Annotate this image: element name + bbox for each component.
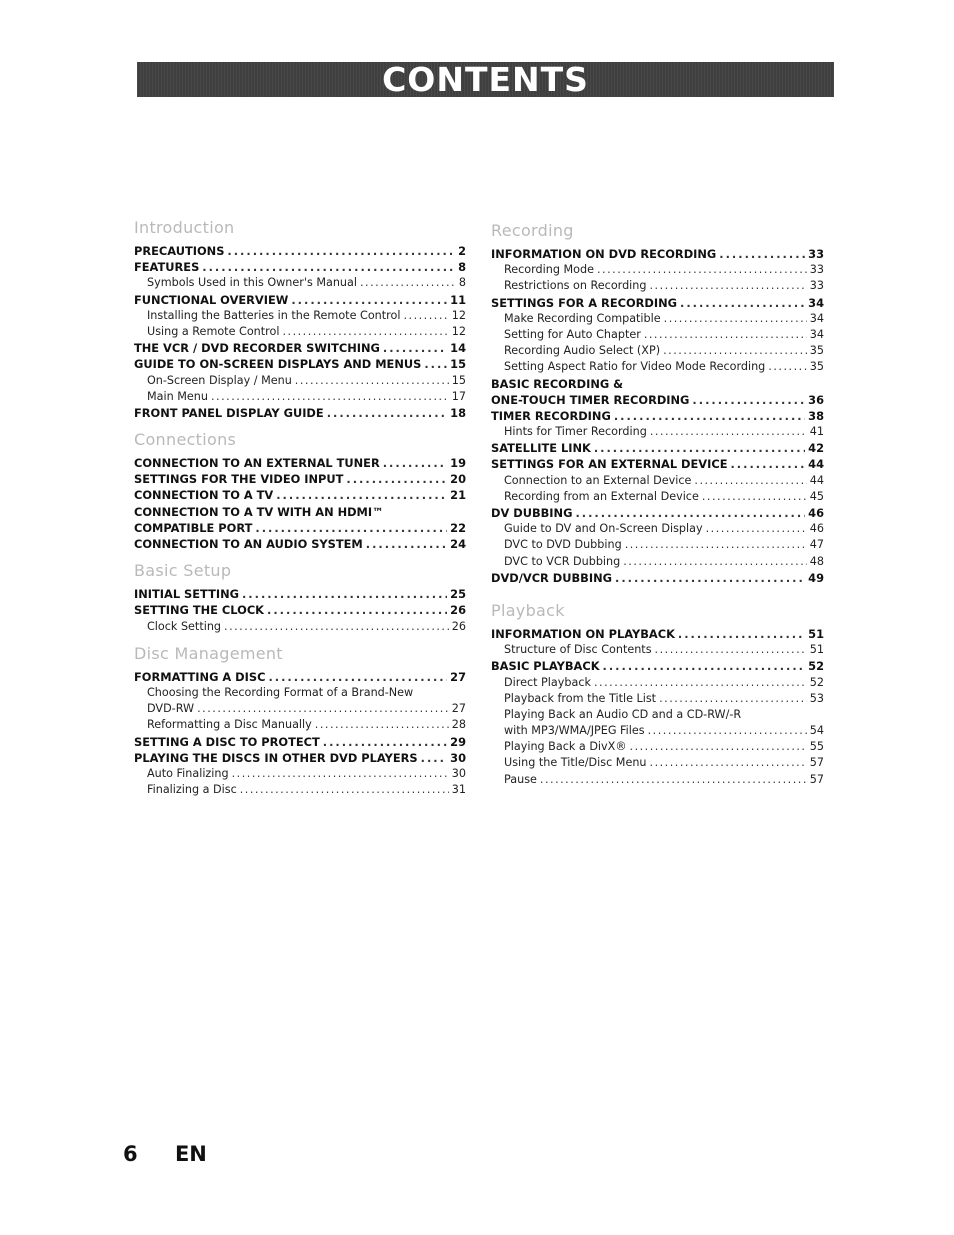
section-title-connections: Connections [134, 430, 237, 450]
toc-entry-label: DVC to VCR Dubbing [504, 554, 621, 568]
toc-entry-label: CONNECTION TO AN EXTERNAL TUNER [134, 456, 380, 471]
toc-entry-page: 52 [808, 659, 824, 674]
toc-entry-page: 30 [451, 766, 466, 780]
dot-leader [603, 658, 806, 674]
dot-leader [648, 723, 807, 739]
toc-entry [491, 456, 824, 472]
toc-entry [491, 440, 824, 456]
toc-entry-page: 44 [808, 457, 824, 472]
toc-list-recording [491, 246, 824, 586]
section-title-introduction: Introduction [134, 218, 235, 237]
toc-entry-label: On-Screen Display / Menu [147, 373, 292, 387]
toc-entry [134, 243, 466, 259]
toc-entry-label: CONNECTION TO A TV [134, 488, 274, 503]
toc-entry-label: Restrictions on Recording [504, 279, 647, 293]
toc-entry-page: 46 [809, 522, 824, 536]
toc-entry [134, 259, 466, 275]
dot-leader [630, 739, 807, 755]
toc-entry-label: Choosing the Recording Format of a Brand-New [147, 685, 414, 699]
toc-entry-page: 2 [458, 244, 466, 258]
toc-subentry [491, 707, 824, 723]
dot-leader [346, 471, 447, 487]
toc-entry-page: 27 [450, 669, 466, 684]
toc-subentry [491, 772, 824, 788]
toc-entry-label: INFORMATION ON DVD RECORDING [491, 247, 717, 261]
toc-entry-label: TIMER RECORDING [491, 408, 611, 423]
toc-subentry [491, 675, 824, 691]
toc-subentry [491, 723, 824, 739]
toc-entry-page: 17 [451, 389, 466, 403]
toc-subentry [134, 275, 466, 291]
toc-subentry [491, 359, 824, 375]
dot-leader [614, 408, 805, 424]
dot-leader [276, 487, 447, 503]
toc-entry-page: 33 [809, 263, 824, 277]
toc-entry-label: DVC to DVD Dubbing [504, 538, 622, 552]
toc-entry-page: 15 [450, 357, 466, 372]
toc-subentry [491, 424, 824, 440]
toc-entry-label: SETTINGS FOR THE VIDEO INPUT [134, 472, 344, 487]
toc-entry-page: 15 [451, 373, 466, 387]
toc-subentry [134, 701, 466, 717]
toc-entry-page: 19 [450, 456, 466, 471]
toc-entry [134, 340, 466, 356]
toc-entry-label: Clock Setting [147, 619, 222, 633]
toc-entry [134, 471, 466, 487]
toc-entry-label: Using the Title/Disc Menu [504, 756, 647, 770]
toc-list-playback [491, 626, 824, 788]
toc-subentry [491, 311, 824, 327]
dot-leader [540, 772, 807, 788]
toc-entry-page: 41 [809, 425, 824, 439]
dot-leader [267, 602, 447, 618]
toc-entry [134, 536, 466, 552]
dot-leader [242, 586, 447, 602]
dot-leader [706, 521, 807, 537]
dot-leader [623, 554, 807, 570]
dot-leader [594, 675, 807, 691]
toc-list-introduction [134, 243, 466, 421]
dot-leader [663, 343, 807, 359]
toc-subentry [134, 619, 466, 635]
toc-entry-label: CONNECTION TO A TV WITH AN HDMI™ [134, 504, 384, 519]
dot-leader [421, 750, 448, 766]
toc-entry-label: Setting Aspect Ratio for Video Mode Recording [504, 360, 766, 374]
toc-entry-page: 29 [450, 734, 466, 749]
toc-entry [134, 356, 466, 372]
toc-entry-page: 24 [450, 537, 466, 551]
dot-leader [323, 734, 447, 750]
toc-entry [134, 455, 466, 471]
toc-entry-label: Reformatting a Disc Manually [147, 718, 312, 732]
toc-entry-page: 28 [451, 718, 466, 732]
toc-entry-label: SETTINGS FOR A RECORDING [491, 295, 677, 310]
toc-entry-page: 8 [458, 276, 466, 290]
dot-leader [650, 755, 807, 771]
dot-leader [327, 405, 447, 421]
dot-leader [655, 642, 807, 658]
toc-entry-label: Setting for Auto Chapter [504, 327, 641, 341]
toc-entry-page: 33 [808, 247, 824, 261]
toc-entry-page: 57 [809, 772, 824, 786]
toc-entry-page: 51 [809, 643, 824, 657]
toc-entry-page: 42 [808, 441, 824, 456]
dot-leader [360, 275, 456, 291]
dot-leader [224, 619, 449, 635]
toc-entry-label: FORMATTING A DISC [134, 669, 266, 684]
toc-entry [491, 295, 824, 311]
toc-entry-page: 26 [451, 619, 466, 633]
dot-leader [664, 311, 807, 327]
toc-right-column [491, 220, 824, 788]
toc-entry-page: 12 [451, 308, 466, 322]
toc-entry-label: FUNCTIONAL OVERVIEW [134, 292, 289, 307]
toc-entry-label: PRECAUTIONS [134, 244, 225, 258]
toc-subentry [134, 766, 466, 782]
toc-entry-page: 34 [808, 295, 824, 310]
dot-leader [625, 537, 807, 553]
section-title-playback: Playback [491, 600, 565, 620]
dot-leader [678, 626, 805, 642]
toc-entry-label: THE VCR / DVD RECORDER SWITCHING [134, 341, 380, 356]
toc-entry-page: 33 [809, 279, 824, 293]
toc-entry-page: 38 [808, 408, 824, 423]
contents-banner [137, 62, 834, 97]
toc-subentry [134, 389, 466, 405]
toc-entry-page: 35 [809, 360, 824, 374]
toc-entry-page: 57 [809, 756, 824, 770]
toc-entry [134, 405, 466, 421]
toc-entry-page: 54 [809, 724, 824, 738]
toc-entry-label: DVD-RW [147, 702, 195, 716]
toc-entry-label: Hints for Timer Recording [504, 425, 647, 439]
toc-list-connections [134, 455, 466, 552]
toc-entry-label: Pause [504, 772, 537, 786]
toc-entry [134, 586, 466, 602]
dot-leader [650, 278, 807, 294]
language-code: EN [174, 1142, 207, 1166]
toc-entry-page: 12 [451, 324, 466, 338]
dot-leader [730, 456, 805, 472]
toc-entry-label: FEATURES [134, 260, 200, 275]
toc-entry-label: Connection to an External Device [504, 473, 692, 487]
toc-subentry [134, 782, 466, 798]
toc-entry-page: 8 [458, 260, 466, 275]
dot-leader [424, 356, 447, 372]
dot-leader [197, 701, 449, 717]
toc-subentry [134, 324, 466, 340]
toc-entry-label: COMPATIBLE PORT [134, 520, 253, 535]
toc-entry-label: Direct Playback [504, 675, 591, 689]
toc-entry-label: Recording from an External Device [504, 489, 699, 503]
toc-entry-label: SATELLITE LINK [491, 441, 591, 456]
toc-entry [491, 376, 824, 392]
toc-entry-page: 51 [808, 626, 824, 641]
dot-leader [615, 570, 805, 586]
toc-entry-label: DVD/VCR DUBBING [491, 570, 612, 585]
dot-leader [383, 455, 447, 471]
toc-entry-page: 45 [809, 489, 824, 503]
toc-subentry [134, 308, 466, 324]
toc-entry-page: 53 [809, 691, 824, 705]
toc-subentry [134, 685, 466, 701]
toc-subentry [491, 691, 824, 707]
dot-leader [659, 691, 807, 707]
toc-entry-label: Make Recording Compatible [504, 311, 661, 325]
toc-entry-label: Guide to DV and On-Screen Display [504, 522, 703, 536]
toc-list-disc-management [134, 669, 466, 799]
toc-entry [134, 750, 466, 766]
dot-leader [366, 536, 447, 552]
dot-leader [211, 389, 449, 405]
section-title-recording: Recording [491, 221, 574, 240]
toc-entry-page: 30 [450, 750, 466, 765]
dot-leader [232, 766, 449, 782]
toc-entry-label: with MP3/WMA/JPEG Files [504, 724, 645, 738]
page-footer [123, 1142, 207, 1166]
toc-subentry [491, 739, 824, 755]
toc-subentry [491, 343, 824, 359]
toc-entry-page: 21 [450, 488, 466, 503]
toc-entry [134, 602, 466, 618]
dot-leader [315, 717, 449, 733]
toc-entry-page: 55 [809, 740, 824, 754]
toc-entry-label: FRONT PANEL DISPLAY GUIDE [134, 405, 324, 420]
toc-entry-page: 47 [809, 538, 824, 552]
dot-leader [692, 392, 805, 408]
toc-subentry [491, 489, 824, 505]
toc-entry-page: 34 [809, 327, 824, 341]
toc-entry [491, 505, 824, 521]
toc-entry-page: 20 [450, 472, 466, 487]
toc-entry-label: DV DUBBING [491, 506, 573, 520]
toc-subentry [491, 642, 824, 658]
toc-entry-page: 11 [450, 292, 466, 307]
toc-entry-label: Auto Finalizing [147, 766, 229, 780]
toc-entry-label: INFORMATION ON PLAYBACK [491, 626, 675, 641]
dot-leader [768, 359, 806, 375]
dot-leader [680, 295, 805, 311]
toc-entry-label: Installing the Batteries in the Remote Control [147, 308, 401, 322]
toc-subentry [491, 554, 824, 570]
toc-subentry [491, 262, 824, 278]
toc-entry-label: CONNECTION TO AN AUDIO SYSTEM [134, 537, 363, 551]
toc-entry-label: GUIDE TO ON-SCREEN DISPLAYS AND MENUS [134, 357, 422, 372]
toc-entry [491, 246, 824, 262]
toc-entry-page: 36 [808, 392, 824, 407]
toc-entry-label: SETTING A DISC TO PROTECT [134, 734, 320, 749]
dot-leader [295, 373, 449, 389]
toc-entry-page: 44 [809, 473, 824, 487]
toc-entry-page: 49 [808, 570, 824, 585]
toc-entry [134, 487, 466, 503]
toc-subentry [491, 473, 824, 489]
toc-entry [134, 734, 466, 750]
toc-entry-label: SETTING THE CLOCK [134, 603, 265, 618]
toc-entry [134, 520, 466, 536]
dot-leader [227, 243, 455, 259]
dot-leader [594, 440, 805, 456]
dot-leader [597, 262, 807, 278]
toc-subentry [491, 521, 824, 537]
section-title-basic-setup: Basic Setup [134, 561, 232, 581]
toc-subentry [491, 327, 824, 343]
dot-leader [719, 246, 805, 262]
toc-entry-label: Structure of Disc Contents [504, 643, 652, 657]
toc-entry-page: 14 [450, 341, 466, 356]
dot-leader [650, 424, 807, 440]
toc-entry-label: BASIC RECORDING & [491, 376, 624, 391]
toc-entry-page: 35 [809, 344, 824, 358]
toc-entry [491, 392, 824, 408]
toc-entry-label: SETTINGS FOR AN EXTERNAL DEVICE [491, 457, 728, 472]
toc-entry-label: Playing Back a DivX® [504, 740, 627, 754]
dot-leader [282, 324, 448, 340]
page-title: CONTENTS [382, 60, 589, 99]
toc-entry [491, 658, 824, 674]
dot-leader [291, 292, 447, 308]
dot-leader [255, 520, 447, 536]
toc-entry [134, 504, 466, 520]
toc-entry-label: Playing Back an Audio CD and a CD-RW/-R [504, 707, 742, 721]
toc-entry-label: Main Menu [147, 389, 208, 403]
toc-entry [491, 408, 824, 424]
toc-subentry [134, 373, 466, 389]
toc-entry-page: 48 [809, 554, 824, 568]
dot-leader [240, 782, 449, 798]
toc-entry-label: Playback from the Title List [504, 691, 657, 705]
toc-entry-label: Recording Mode [504, 263, 594, 277]
toc-list-basic-setup [134, 586, 466, 635]
toc-entry-label: Finalizing a Disc [147, 783, 237, 797]
toc-entry [491, 626, 824, 642]
toc-entry-label: PLAYING THE DISCS IN OTHER DVD PLAYERS [134, 750, 418, 765]
toc-entry-page: 18 [450, 405, 466, 420]
toc-subentry [491, 755, 824, 771]
dot-leader [268, 669, 447, 685]
toc-entry-page: 46 [808, 506, 824, 520]
toc-entry-page: 34 [809, 311, 824, 325]
toc-subentry [491, 537, 824, 553]
toc-subentry [134, 717, 466, 733]
toc-entry-page: 26 [450, 603, 466, 618]
toc-entry-page: 22 [450, 520, 466, 535]
dot-leader [383, 340, 447, 356]
toc-entry-page: 27 [451, 702, 466, 716]
toc-entry-label: Using a Remote Control [147, 324, 280, 338]
toc-entry-label: Symbols Used in this Owner's Manual [147, 276, 357, 290]
toc-left-column [134, 217, 466, 798]
toc-entry [491, 570, 824, 586]
toc-subentry [491, 278, 824, 294]
dot-leader [702, 489, 807, 505]
toc-entry-page: 25 [450, 587, 466, 602]
dot-leader [403, 308, 448, 324]
dot-leader [694, 473, 806, 489]
dot-leader [644, 327, 807, 343]
toc-entry [134, 669, 466, 685]
page-number: 6 [123, 1142, 138, 1166]
section-title-disc-management: Disc Management [134, 643, 283, 663]
toc-entry-label: BASIC PLAYBACK [491, 659, 600, 674]
toc-entry-label: INITIAL SETTING [134, 587, 239, 602]
toc-entry-label: ONE-TOUCH TIMER RECORDING [491, 392, 690, 407]
toc-entry-label: Recording Audio Select (XP) [504, 344, 661, 358]
toc-entry [134, 292, 466, 308]
dot-leader [575, 505, 805, 521]
toc-entry-page: 52 [809, 675, 824, 689]
toc-entry-page: 31 [451, 783, 466, 797]
dot-leader [202, 259, 455, 275]
